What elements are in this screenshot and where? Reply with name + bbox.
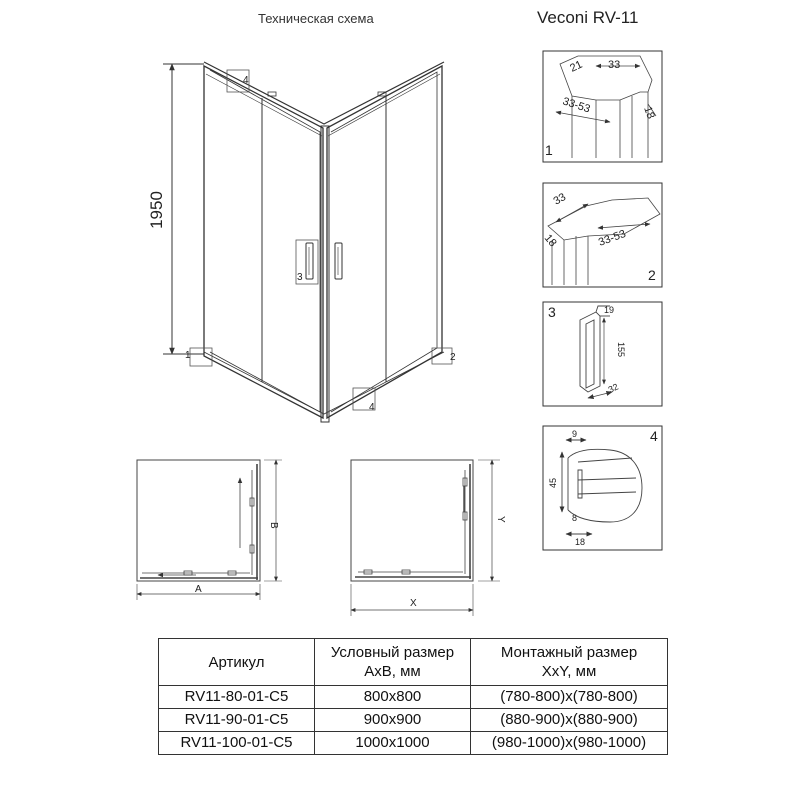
plan-right-width-label: X xyxy=(410,598,417,609)
detail-4-dim-45: 45 xyxy=(548,477,558,488)
detail-4-dim-8: 8 xyxy=(572,513,578,523)
detail-4-dim-9: 9 xyxy=(572,429,578,439)
spec-table xyxy=(158,638,668,755)
model-name: Veconi RV-11 xyxy=(537,8,639,27)
detail-1-dim-21: 21 xyxy=(568,58,585,75)
cell-mounting-size: (880-900)x(880-900) xyxy=(471,709,668,732)
callout-1: 1 xyxy=(185,350,191,361)
cell-nominal-size: 900x900 xyxy=(315,709,471,732)
callout-4-bottom: 4 xyxy=(369,402,375,413)
detail-4-dim-18: 18 xyxy=(575,537,586,547)
detail-1-dim-33: 33 xyxy=(608,59,621,71)
table-row xyxy=(159,709,668,732)
header-mounting-size: Монтажный размер XxY, мм xyxy=(471,639,668,686)
detail-4-box xyxy=(543,426,662,550)
cell-nominal-size: 1000x1000 xyxy=(315,732,471,755)
shower-enclosure-view xyxy=(204,62,444,422)
header-article: Артикул xyxy=(159,639,315,686)
detail-3-dim-155: 155 xyxy=(616,342,626,358)
detail-4-number: 4 xyxy=(650,428,658,444)
detail-2-number: 2 xyxy=(648,267,656,283)
detail-3-number: 3 xyxy=(548,304,556,320)
table-header-row xyxy=(159,639,668,686)
plan-left-width-label: A xyxy=(195,584,202,595)
cell-nominal-size: 800x800 xyxy=(315,686,471,709)
header-nominal-size: Условный размер AxB, мм xyxy=(315,639,471,686)
plan-left-depth-label: B xyxy=(268,522,279,529)
height-dimension xyxy=(163,64,204,354)
detail-1-dim-33-53: 33-53 xyxy=(561,95,592,116)
detail-3-dim-19: 19 xyxy=(604,305,615,315)
detail-3-dim-32: 32 xyxy=(606,381,620,395)
detail-2-dim-33-53: 33-53 xyxy=(596,227,628,249)
height-dimension-label: 1950 xyxy=(147,191,166,229)
cell-article: RV11-90-01-C5 xyxy=(159,709,315,732)
table-row xyxy=(159,732,668,755)
cell-mounting-size: (980-1000)x(980-1000) xyxy=(471,732,668,755)
plan-view-right xyxy=(351,460,500,616)
callout-3: 3 xyxy=(297,272,303,283)
cell-article: RV11-100-01-C5 xyxy=(159,732,315,755)
drawing-title: Техническая схема xyxy=(258,11,374,26)
detail-2-dim-18: 18 xyxy=(541,232,559,250)
table-row xyxy=(159,686,668,709)
detail-2-dim-33: 33 xyxy=(551,191,569,208)
cell-article: RV11-80-01-C5 xyxy=(159,686,315,709)
detail-1-number: 1 xyxy=(545,142,553,158)
detail-3-box xyxy=(543,302,662,406)
cell-mounting-size: (780-800)x(780-800) xyxy=(471,686,668,709)
plan-right-depth-label: Y xyxy=(495,516,506,523)
callout-2: 2 xyxy=(450,352,456,363)
detail-1-dim-18: 18 xyxy=(641,104,657,121)
callout-4-top: 4 xyxy=(243,75,249,86)
plan-view-left xyxy=(137,460,282,600)
